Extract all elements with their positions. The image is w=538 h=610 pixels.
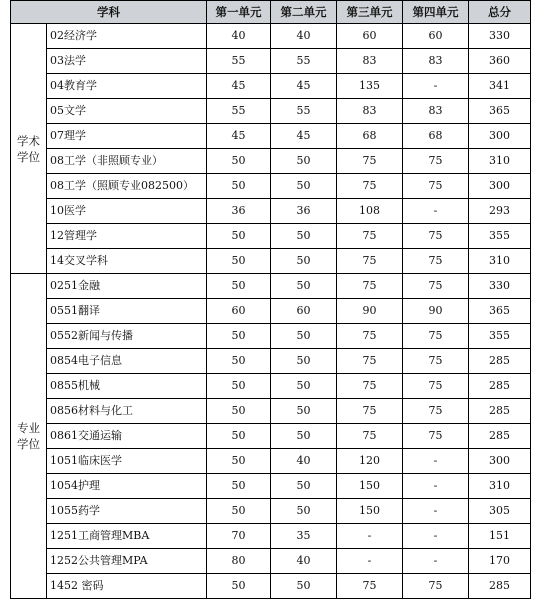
unit-4-score: 75 xyxy=(403,349,469,374)
subject-cell: 0854电子信息 xyxy=(47,349,207,374)
table-header xyxy=(11,1,531,24)
table-row xyxy=(11,174,531,199)
unit-3-score: 135 xyxy=(337,74,403,99)
subject-cell: 0552新闻与传播 xyxy=(47,324,207,349)
unit-2-score: 50 xyxy=(271,349,337,374)
unit-2-score: 50 xyxy=(271,274,337,299)
unit-1-score: 50 xyxy=(207,574,271,599)
unit-2-score: 45 xyxy=(271,74,337,99)
unit-4-score: 75 xyxy=(403,274,469,299)
table-row xyxy=(11,49,531,74)
table-row xyxy=(11,224,531,249)
unit-2-score: 40 xyxy=(271,549,337,574)
table-row xyxy=(11,124,531,149)
header-unit-1: 第一单元 xyxy=(207,1,271,24)
total-score: 170 xyxy=(469,549,531,574)
unit-1-score: 50 xyxy=(207,249,271,274)
unit-1-score: 70 xyxy=(207,524,271,549)
total-score: 285 xyxy=(469,574,531,599)
unit-2-score: 45 xyxy=(271,124,337,149)
unit-2-score: 35 xyxy=(271,524,337,549)
unit-1-score: 60 xyxy=(207,299,271,324)
subject-cell: 07理学 xyxy=(47,124,207,149)
table-row xyxy=(11,474,531,499)
subject-cell: 1252公共管理MPA xyxy=(47,549,207,574)
table-row xyxy=(11,199,531,224)
unit-4-score: - xyxy=(403,199,469,224)
total-score: 305 xyxy=(469,499,531,524)
unit-4-score: 75 xyxy=(403,324,469,349)
total-score: 341 xyxy=(469,74,531,99)
unit-4-score: 75 xyxy=(403,174,469,199)
unit-2-score: 50 xyxy=(271,149,337,174)
unit-2-score: 50 xyxy=(271,424,337,449)
unit-1-score: 50 xyxy=(207,149,271,174)
subject-cell: 14交叉学科 xyxy=(47,249,207,274)
subject-cell: 0861交通运输 xyxy=(47,424,207,449)
unit-2-score: 50 xyxy=(271,474,337,499)
header-unit-3: 第三单元 xyxy=(337,1,403,24)
header-subject: 学科 xyxy=(11,1,207,24)
unit-3-score: 150 xyxy=(337,499,403,524)
total-score: 365 xyxy=(469,99,531,124)
unit-3-score: 75 xyxy=(337,224,403,249)
unit-4-score: 60 xyxy=(403,24,469,49)
subject-cell: 12管理学 xyxy=(47,224,207,249)
total-score: 360 xyxy=(469,49,531,74)
unit-2-score: 50 xyxy=(271,374,337,399)
total-score: 310 xyxy=(469,149,531,174)
unit-4-score: - xyxy=(403,474,469,499)
unit-4-score: - xyxy=(403,499,469,524)
unit-1-score: 50 xyxy=(207,474,271,499)
subject-cell: 02经济学 xyxy=(47,24,207,49)
unit-1-score: 55 xyxy=(207,99,271,124)
unit-3-score: 75 xyxy=(337,374,403,399)
unit-4-score: 75 xyxy=(403,149,469,174)
unit-1-score: 55 xyxy=(207,49,271,74)
unit-2-score: 50 xyxy=(271,249,337,274)
unit-4-score: 68 xyxy=(403,124,469,149)
unit-4-score: 75 xyxy=(403,374,469,399)
unit-2-score: 50 xyxy=(271,174,337,199)
subject-cell: 10医学 xyxy=(47,199,207,224)
unit-1-score: 50 xyxy=(207,224,271,249)
table-row xyxy=(11,349,531,374)
total-score: 300 xyxy=(469,124,531,149)
header-unit-4: 第四单元 xyxy=(403,1,469,24)
degree-category: 学术 学位 xyxy=(11,24,47,274)
unit-3-score: 75 xyxy=(337,249,403,274)
table-row xyxy=(11,324,531,349)
unit-4-score: 75 xyxy=(403,224,469,249)
unit-3-score: 75 xyxy=(337,349,403,374)
subject-cell: 1452 密码 xyxy=(47,574,207,599)
table-row xyxy=(11,424,531,449)
unit-1-score: 50 xyxy=(207,449,271,474)
unit-1-score: 45 xyxy=(207,74,271,99)
unit-1-score: 50 xyxy=(207,324,271,349)
unit-3-score: 120 xyxy=(337,449,403,474)
subject-cell: 08工学（非照顾专业） xyxy=(47,149,207,174)
table-row xyxy=(11,399,531,424)
unit-4-score: - xyxy=(403,74,469,99)
total-score: 285 xyxy=(469,424,531,449)
subject-cell: 08工学（照顾专业082500） xyxy=(47,174,207,199)
table-row xyxy=(11,74,531,99)
degree-category: 专业 学位 xyxy=(11,274,47,599)
unit-3-score: 75 xyxy=(337,399,403,424)
total-score: 285 xyxy=(469,399,531,424)
unit-2-score: 40 xyxy=(271,24,337,49)
total-score: 310 xyxy=(469,249,531,274)
unit-2-score: 50 xyxy=(271,499,337,524)
table-row xyxy=(11,524,531,549)
total-score: 300 xyxy=(469,449,531,474)
unit-3-score: 108 xyxy=(337,199,403,224)
subject-cell: 0251金融 xyxy=(47,274,207,299)
table-row xyxy=(11,149,531,174)
total-score: 300 xyxy=(469,174,531,199)
header-unit-2: 第二单元 xyxy=(271,1,337,24)
unit-4-score: 75 xyxy=(403,574,469,599)
unit-4-score: 90 xyxy=(403,299,469,324)
unit-4-score: - xyxy=(403,449,469,474)
subject-cell: 0855机械 xyxy=(47,374,207,399)
total-score: 365 xyxy=(469,299,531,324)
subject-cell: 0856材料与化工 xyxy=(47,399,207,424)
unit-1-score: 40 xyxy=(207,24,271,49)
unit-1-score: 80 xyxy=(207,549,271,574)
table-row xyxy=(11,99,531,124)
unit-3-score: 75 xyxy=(337,274,403,299)
unit-4-score: 75 xyxy=(403,424,469,449)
unit-2-score: 50 xyxy=(271,574,337,599)
table-row xyxy=(11,374,531,399)
unit-3-score: 90 xyxy=(337,299,403,324)
total-score: 330 xyxy=(469,24,531,49)
unit-4-score: 75 xyxy=(403,399,469,424)
total-score: 355 xyxy=(469,224,531,249)
unit-2-score: 40 xyxy=(271,449,337,474)
unit-3-score: 75 xyxy=(337,574,403,599)
unit-3-score: 150 xyxy=(337,474,403,499)
unit-4-score: 83 xyxy=(403,49,469,74)
unit-1-score: 50 xyxy=(207,424,271,449)
table-row xyxy=(11,574,531,599)
total-score: 285 xyxy=(469,349,531,374)
unit-3-score: 75 xyxy=(337,424,403,449)
unit-3-score: 75 xyxy=(337,324,403,349)
total-score: 285 xyxy=(469,374,531,399)
unit-2-score: 50 xyxy=(271,324,337,349)
subject-cell: 1251工商管理MBA xyxy=(47,524,207,549)
table-row xyxy=(11,449,531,474)
subject-cell: 1054护理 xyxy=(47,474,207,499)
unit-2-score: 50 xyxy=(271,224,337,249)
unit-4-score: - xyxy=(403,524,469,549)
unit-3-score: 75 xyxy=(337,174,403,199)
score-table xyxy=(10,0,531,599)
unit-3-score: 75 xyxy=(337,149,403,174)
table-row xyxy=(11,549,531,574)
table-row xyxy=(11,24,531,49)
unit-3-score: - xyxy=(337,524,403,549)
table-row xyxy=(11,274,531,299)
unit-1-score: 50 xyxy=(207,499,271,524)
unit-1-score: 50 xyxy=(207,374,271,399)
subject-cell: 0551翻译 xyxy=(47,299,207,324)
unit-4-score: 83 xyxy=(403,99,469,124)
total-score: 330 xyxy=(469,274,531,299)
unit-2-score: 55 xyxy=(271,49,337,74)
subject-cell: 1051临床医学 xyxy=(47,449,207,474)
header-row xyxy=(11,1,531,24)
unit-3-score: 83 xyxy=(337,49,403,74)
unit-4-score: 75 xyxy=(403,249,469,274)
total-score: 310 xyxy=(469,474,531,499)
table-row xyxy=(11,299,531,324)
unit-1-score: 50 xyxy=(207,274,271,299)
unit-2-score: 55 xyxy=(271,99,337,124)
total-score: 355 xyxy=(469,324,531,349)
unit-2-score: 50 xyxy=(271,399,337,424)
table-row xyxy=(11,249,531,274)
unit-1-score: 50 xyxy=(207,174,271,199)
unit-2-score: 60 xyxy=(271,299,337,324)
subject-cell: 05文学 xyxy=(47,99,207,124)
unit-1-score: 36 xyxy=(207,199,271,224)
unit-1-score: 50 xyxy=(207,349,271,374)
subject-cell: 03法学 xyxy=(47,49,207,74)
unit-3-score: - xyxy=(337,549,403,574)
total-score: 293 xyxy=(469,199,531,224)
unit-3-score: 60 xyxy=(337,24,403,49)
subject-cell: 1055药学 xyxy=(47,499,207,524)
header-total: 总分 xyxy=(469,1,531,24)
unit-3-score: 68 xyxy=(337,124,403,149)
unit-1-score: 45 xyxy=(207,124,271,149)
subject-cell: 04教育学 xyxy=(47,74,207,99)
unit-2-score: 36 xyxy=(271,199,337,224)
table-row xyxy=(11,499,531,524)
table-body xyxy=(11,24,531,599)
total-score: 151 xyxy=(469,524,531,549)
unit-1-score: 50 xyxy=(207,399,271,424)
unit-3-score: 83 xyxy=(337,99,403,124)
unit-4-score: - xyxy=(403,549,469,574)
